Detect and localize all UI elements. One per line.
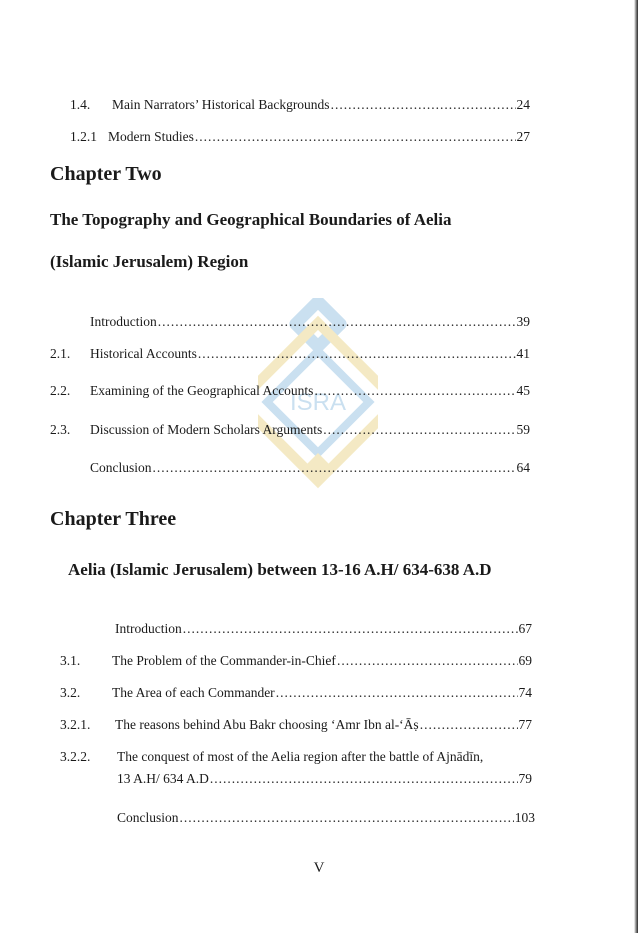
toc-entry (60, 653, 532, 669)
chapter-three-label: Chapter Three (50, 508, 177, 530)
toc-leader-dots (198, 346, 516, 362)
toc-entry-number: 3.1. (60, 653, 81, 668)
toc-entry-title: Conclusion (90, 460, 152, 475)
toc-leader-dots (210, 771, 518, 787)
toc-leader-dots (276, 685, 518, 701)
chapter-two-label: Chapter Two (50, 163, 162, 185)
toc-leader-dots (323, 422, 515, 438)
toc-entry-title: Introduction (115, 621, 182, 636)
toc-entry-page: 39 (516, 314, 530, 329)
toc-entry (70, 129, 530, 145)
toc-leader-dots (158, 314, 516, 330)
toc-entry-title: Historical Accounts (90, 346, 197, 361)
toc-leader-dots (420, 717, 518, 733)
toc-entry-number: 3.2.2. (60, 749, 91, 764)
toc-entry-page: 74 (518, 685, 532, 700)
toc-entry-title: The Area of each Commander (112, 685, 275, 700)
chapter-two-title-line2: (Islamic Jerusalem) Region (50, 252, 249, 271)
toc-entry-title: Discussion of Modern Scholars Arguments (90, 422, 323, 437)
scan-edge-shadow (634, 0, 638, 933)
toc-entry-number: 1.4. (70, 97, 91, 112)
toc-entry-number: 2.1. (50, 346, 71, 361)
toc-entry-page: 45 (516, 383, 530, 398)
toc-entry-continuation (117, 771, 532, 787)
toc-entry-page: 59 (516, 422, 530, 437)
toc-entry-title-continued: 13 A.H/ 634 A.D (117, 771, 209, 786)
toc-entry (50, 346, 530, 362)
toc-leader-dots (153, 460, 516, 476)
toc-entry-number: 2.3. (50, 422, 71, 437)
toc-entry (50, 383, 530, 399)
toc-entry (50, 422, 530, 438)
toc-entry (70, 97, 530, 113)
toc-entry-page: 64 (516, 460, 530, 475)
toc-entry-title: The conquest of most of the Aelia region after the battle of Ajnādīn, (117, 749, 484, 764)
toc-entry-number: 3.2. (60, 685, 81, 700)
toc-entry-title: The Problem of the Commander-in-Chief (112, 653, 336, 668)
toc-entry-number: 1.2.1 (70, 129, 97, 144)
toc-entry (60, 621, 532, 637)
toc-entry-page: 67 (518, 621, 532, 636)
toc-leader-dots (183, 621, 518, 637)
toc-entry-title: Main Narrators’ Historical Backgrounds (112, 97, 330, 112)
toc-entry-number: 3.2.1. (60, 717, 91, 732)
toc-entry-page: 79 (518, 771, 532, 786)
toc-entry (60, 717, 532, 733)
toc-entry-title: The reasons behind Abu Bakr choosing ‘Amr Ibn al-‘Āṣ (115, 717, 419, 732)
toc-entry-title: Conclusion (117, 810, 179, 825)
chapter-three-title: Aelia (Islamic Jerusalem) between 13-16 A.H/ 634-638 A.D (68, 560, 492, 579)
toc-entry-title: Introduction (90, 314, 157, 329)
toc-entry (60, 685, 532, 701)
toc-leader-dots (331, 97, 516, 113)
toc-entry (60, 810, 535, 826)
toc-entry (50, 460, 530, 476)
toc-entry-number: 2.2. (50, 383, 71, 398)
chapter-two-title-line1: The Topography and Geographical Boundaries of Aelia (50, 210, 452, 229)
toc-entry-page: 69 (518, 653, 532, 668)
toc-entry-page: 41 (516, 346, 530, 361)
toc-entry-multiline (60, 749, 532, 765)
toc-entry-page: 77 (518, 717, 532, 732)
toc-entry-page: 24 (516, 97, 530, 112)
toc-entry-title: Modern Studies (108, 129, 194, 144)
watermark-text: ISRA (289, 389, 347, 416)
page-number: V (313, 860, 325, 876)
toc-entry (50, 314, 530, 330)
toc-entry-title: Examining of the Geographical Accounts (90, 383, 314, 398)
toc-entry-page: 27 (516, 129, 530, 144)
toc-leader-dots (337, 653, 518, 669)
toc-leader-dots (195, 129, 516, 145)
toc-entry-page: 103 (514, 810, 535, 825)
toc-leader-dots (180, 810, 514, 826)
toc-leader-dots (314, 383, 515, 399)
